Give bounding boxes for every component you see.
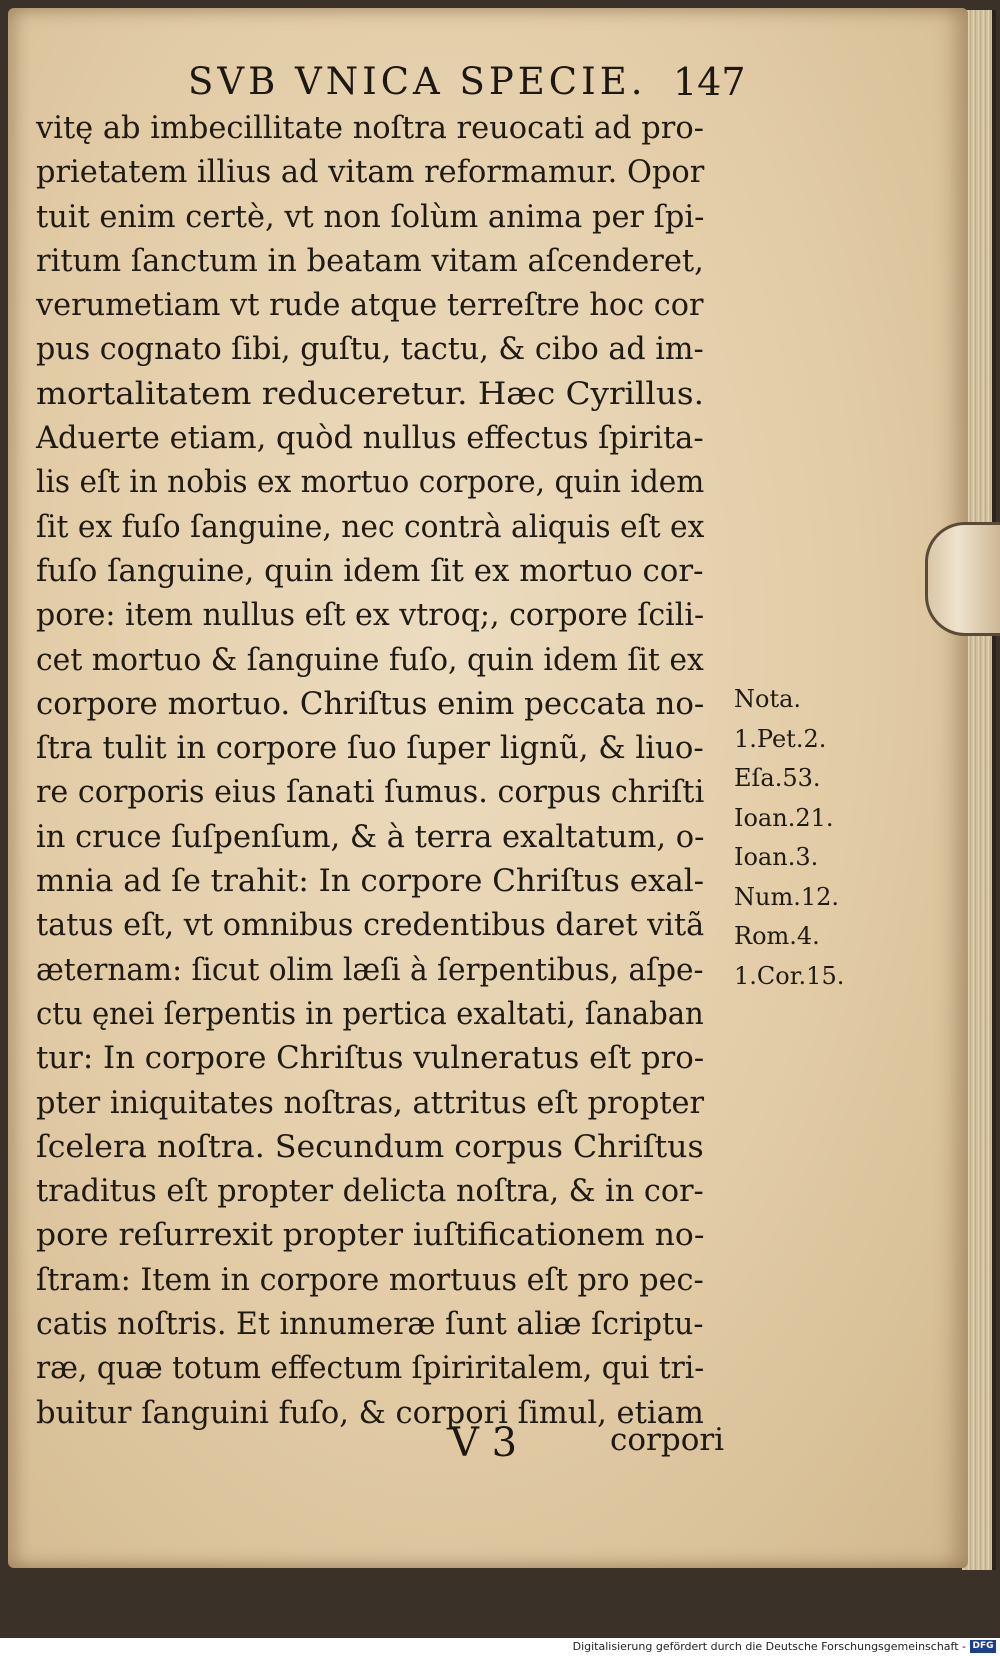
text-line: pore: item nullus eſt ex vtroq;, corpore ſcili- <box>36 597 705 634</box>
text-line: tuit enim certè, vt non ſolùm anima per ſpi- <box>36 198 705 235</box>
margin-notes <box>734 680 844 996</box>
text-line: fuſo ſanguine, quin idem ſit ex mortuo cor- <box>36 552 704 589</box>
text-line: in cruce ſuſpenſum, & à terra exaltatum, o- <box>36 818 705 855</box>
text-line: tatus eſt, vt omnibus credentibus daret vitã <box>36 907 705 944</box>
text-line: ſcelera noſtra. Secundum corpus Chriſtus <box>36 1128 704 1165</box>
text-line: cet mortuo & ſanguine fuſo, quin idem ſit ex <box>36 641 704 678</box>
text-line: buitur ſanguini fuſo, & corpori ſimul, etiam <box>36 1394 704 1431</box>
digitization-footer <box>0 1638 1000 1656</box>
text-line: tur: In corpore Chriſtus vulneratus eſt pro- <box>36 1040 705 1077</box>
margin-note: 1.Cor.15. <box>734 961 845 990</box>
text-line: æternam: ſicut olim læſi à ſerpentibus, aſpe- <box>36 951 704 988</box>
book-tab-marker <box>925 522 1000 636</box>
text-line: pter iniquitates noſtras, attritus eſt propter <box>36 1084 705 1121</box>
margin-note: Eſa.53. <box>734 764 821 792</box>
text-line: lis eſt in nobis ex mortuo corpore, quin idem <box>36 464 705 501</box>
text-line: vitę ab imbecillitate noſtra reuocati ad pro- <box>36 110 704 146</box>
page-number: 147 <box>673 60 746 104</box>
text-line: verumetiam vt rude atque terreſtre hoc cor <box>36 287 704 324</box>
text-line: ſtra tulit in corpore ſuo ſuper lignũ, & liuo- <box>36 730 704 767</box>
margin-note: Ioan.3. <box>734 843 819 871</box>
text-line: pus cognato ſibi, guſtu, tactu, & cibo ad im- <box>36 331 704 368</box>
text-line: ræ, quæ totum effectum ſpiriritalem, qui tri- <box>36 1350 705 1387</box>
text-line: ſit ex fuſo ſanguine, nec contrà aliquis eſt ex <box>36 508 705 545</box>
text-line: ctu ęnei ſerpentis in pertica exaltati, ſanaban <box>36 995 704 1032</box>
margin-note: Ioan.21. <box>734 803 834 832</box>
margin-note: Nota. <box>734 685 802 713</box>
text-line: mortalitatem reduceretur. Hæc Cyrillus. <box>36 375 704 412</box>
text-line: Aduerte etiam, quòd nullus effectus ſpirita- <box>36 420 704 457</box>
text-line: traditus eſt propter delicta noſtra, & in cor- <box>36 1173 704 1210</box>
dfg-logo: DFG <box>970 1640 996 1653</box>
text-line: ſtram: Item in corpore mortuus eſt pro pec- <box>36 1261 704 1298</box>
book-page <box>8 8 968 1568</box>
margin-note: Num.12. <box>734 882 840 911</box>
footer-credit: Digitalisierung gefördert durch die Deutsche Forschungsgemeinschaft - <box>572 1640 966 1653</box>
margin-note: 1.Pet.2. <box>734 724 827 753</box>
running-head: SVB VNICA SPECIE. <box>188 60 647 103</box>
text-line: re corporis eius ſanati ſumus. corpus chriſti <box>36 774 705 811</box>
margin-note: Rom.4. <box>734 922 820 950</box>
text-line: pore reſurrexit propter iuſtificationem no- <box>36 1217 705 1254</box>
text-line: ritum ſanctum in beatam vitam aſcenderet, <box>36 242 704 279</box>
text-line: prietatem illius ad vitam reformamur. Opor <box>36 154 705 191</box>
text-line: catis noſtris. Et innumeræ ſunt aliæ ſcriptu- <box>36 1306 704 1343</box>
catchword: corpori <box>610 1422 725 1458</box>
main-text <box>36 106 736 1435</box>
signature-mark: V 3 <box>450 1420 518 1466</box>
text-line: corpore mortuo. Chriſtus enim peccata no- <box>36 685 705 722</box>
text-line: mnia ad ſe trahit: In corpore Chriſtus exal- <box>36 863 705 900</box>
